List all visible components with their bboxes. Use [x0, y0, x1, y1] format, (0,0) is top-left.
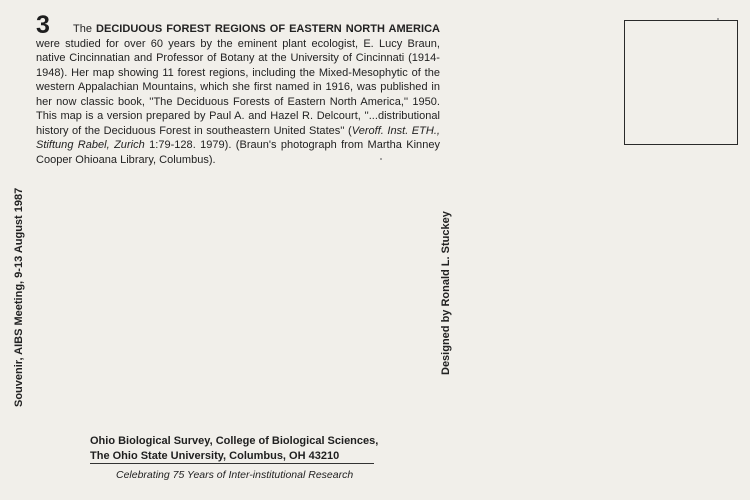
- description-part2: 1:79-128. 1979). (Braun's photograph from Martha Kinney Cooper Ohioana Library, Columbus).: [36, 139, 440, 166]
- paper-speck: [717, 18, 719, 20]
- publisher-address: [90, 434, 378, 464]
- card-number: 3: [36, 11, 50, 39]
- description-intro: The: [73, 23, 93, 35]
- paper-speck: [380, 158, 382, 160]
- celebration-tagline: Celebrating 75 Years of Inter-institutional Research: [116, 469, 354, 481]
- stamp-box: [624, 20, 738, 145]
- designer-credit: Designed by Ronald L. Stuckey: [440, 211, 452, 375]
- divider-line: [90, 463, 374, 464]
- description-paragraph: [36, 22, 440, 167]
- description-citation-italic: Veroff. Inst. ETH., Stiftung Rabel, Zurich: [36, 124, 441, 151]
- description-title: DECIDUOUS FOREST REGIONS OF EASTERN NORTH AMERICA: [96, 23, 441, 35]
- souvenir-text: Souvenir, AIBS Meeting, 9-13 August 1987: [13, 187, 25, 407]
- description-part1: were studied for over 60 years by the eminent plant ecologist, E. Lucy Braun, native Cincinnatian and Professor of Botany at the University of Cincinnati (1914-1948). Her map showing 11 forest regions, including the Mixed-Mesophytic of the western Appalachian Mountains, which she first named in 1916, was published in her now classic book, ''The Deciduous Forests of Eastern North America,'' 1950. This map is a version prepared by Paul A. and Hazel R. Delcourt, ''...distributional history of the Deciduous Forest in southeastern United States'' (: [36, 37, 440, 137]
- address-line-1: Ohio Biological Survey, College of Biological Sciences,: [90, 435, 379, 447]
- address-line-2: The Ohio State University, Columbus, OH 43210: [90, 450, 340, 462]
